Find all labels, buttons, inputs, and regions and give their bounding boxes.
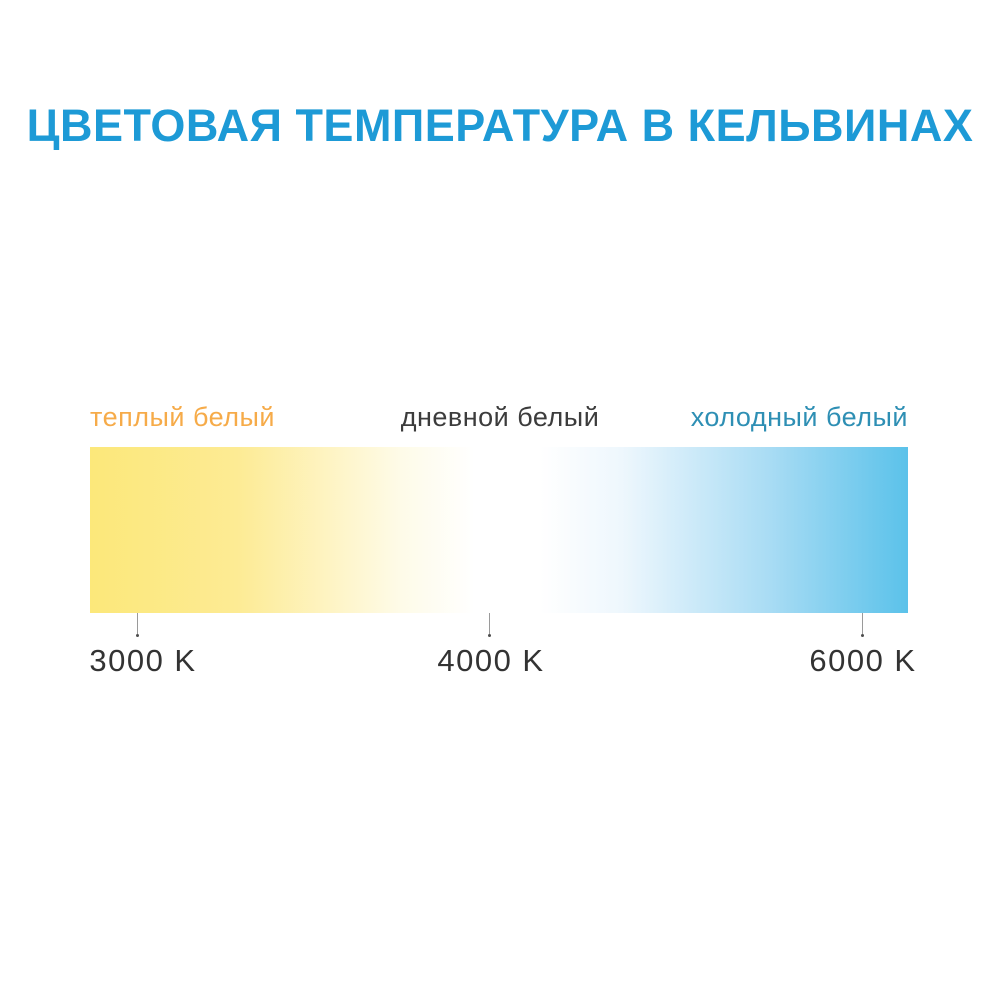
daylight-white-label: дневной белый xyxy=(400,402,600,432)
temperature-gradient-bar xyxy=(90,447,908,613)
cold-white-label: холодный белый xyxy=(690,402,908,432)
kelvin-label-3000: 3000 K xyxy=(89,643,197,678)
kelvin-label-6000: 6000 K xyxy=(809,643,917,678)
tick-6000k xyxy=(862,613,863,634)
tick-3000k xyxy=(137,613,138,634)
tick-4000k xyxy=(489,613,490,634)
kelvin-label-4000: 4000 K xyxy=(437,643,545,678)
warm-white-label: теплый белый xyxy=(90,402,275,432)
page-title: ЦВЕТОВАЯ ТЕМПЕРАТУРА В КЕЛЬВИНАХ xyxy=(26,100,974,151)
